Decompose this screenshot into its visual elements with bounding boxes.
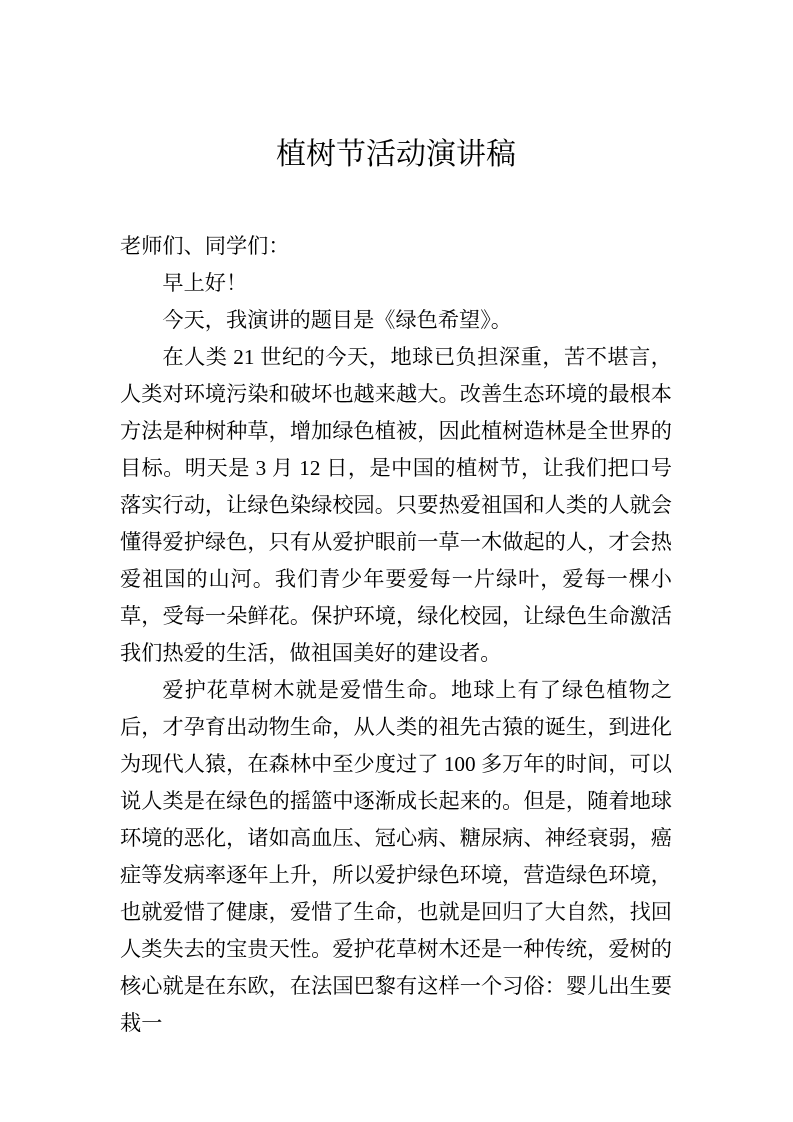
paragraph: 今天，我演讲的题目是《绿色希望》。 xyxy=(162,308,512,332)
document-title: 植树节活动演讲稿 xyxy=(276,138,516,171)
paragraph: 在人类 21 世纪的今天，地球已负担深重，苦不堪言，人类对环境污染和破坏也越来越大。改善生态环境的最根本方法是种树种草，增加绿色植被，因此植树造林是全世界的目标。明天是 3 月 12 日，是中国的植树节，让我们把口号落实行动，让绿色染绿校园。只要热爱祖国和人类的人就会懂得爱护绿色，只有从爱护眼前一草一木做起的人，才会热爱祖国的山河。我们青少年要爱每一片绿叶，爱每一棵小草，受每一朵鲜花。保护环境，绿化校园，让绿色生命激活我们热爱的生活，做祖国美好的建设者。 xyxy=(120,345,672,665)
paragraph: 早上好！ xyxy=(162,271,248,295)
paragraph: 老师们、同学们： xyxy=(120,234,290,258)
paragraph: 爱护花草树木就是爱惜生命。地球上有了绿色植物之后，才孕育出动物生命，从人类的祖先古猿的诞生，到进化为现代人猿，在森林中至少度过了 100 多万年的时间，可以说人类是在绿色的摇篮中逐渐成长起来的。但是，随着地球环境的恶化，诸如高血压、冠心病、糖尿病、神经衰弱，癌症等发病率逐年上升，所以爱护绿色环境，营造绿色环境，也就爱惜了健康，爱惜了生命，也就是回归了大自然，找回人类失去的宝贵天性。爱护花草树木还是一种传统，爱树的核心就是在东欧，在法国巴黎有这样一个习俗：婴儿出生要栽一 xyxy=(120,678,672,1035)
document-body xyxy=(120,228,672,1042)
